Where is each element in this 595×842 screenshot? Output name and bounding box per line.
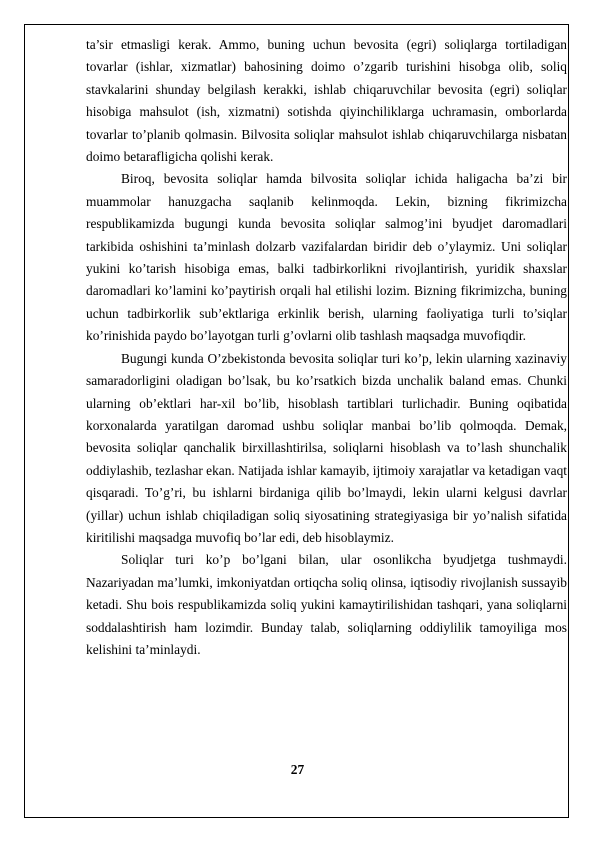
paragraph: Biroq, bevosita soliqlar hamda bilvosita soliqlar ichida haligacha ba’zi bir muammolar hanuzgacha saqlanib kelinmoqda. Lekin, bizning fikrimizcha respublikamizda bugungi kunda bevosita soliqlar salmog’ini byudjet daromadlari tarkibida oshishini ta’minlash dolzarb vazifalardan biridir deb o’ylaymiz. Uni soliqlar yukini ko’tarish hisobiga emas, balki tadbirkorlikni rivojlantirish, yuridik shaxslar daromadlari ko’lamini ko’paytirish orqali hal etilishi lozim. Bizning fikrimizcha, buning uchun tadbirkorlik sub’ektlariga erkinlik berish, ularning faoliyatiga turli to’siqlar ko’rinishida paydo bo’layotgan turli g’ovlarni olib tashlash maqsadga muvofiqdir. <box>86 171 567 344</box>
page-number: 27 <box>290 762 305 777</box>
paragraph: Bugungi kunda O’zbekistonda bevosita soliqlar turi ko’p, lekin ularning xazinaviy samaradorligini oladigan bo’lsak, bu ko’rsatkich bizda unchalik baland emas. Chunki ularning ob’ektlari har-xil bo’lib, hisoblash tartiblari turlichadir. Buning oqibatida korxonalarda yaratilgan daromad ushbu soliqlar manbai bo’lib qolmoqda. Demak, bevosita soliqlar qanchalik birxillashtirilsa, soliqlarni hisoblash va to’lash shunchalik oddiylashib, tezlashar ekan. Natijada ishlar kamayib, ijtimoiy xarajatlar va ketadigan vaqt qisqaradi. To’g’ri, bu ishlarni birdaniga qilib bo’lmaydi, lekin ularni kelgusi davrlar (yillar) uchun ishlab chiqiladigan soliq siyosatining strategiyasiga bir yo’nalish sifatida kiritilishi maqsadga muvofiq bo’lar edi, deb hisoblaymiz. <box>86 350 567 545</box>
paragraph-continued: ta’sir etmasligi kerak. Ammo, buning uchun bevosita (egri) soliqlarga tortiladigan tovarlar (ishlar, xizmatlar) bahosining doimo o’zgarib turishini hisobga olib, soliq stavkalarini shunday belgilash kerakki, ishlab chiqaruvchilar bevosita (egri) soliqlar hisobiga mahsulot (ish, xizmatni) sotishda qiyinchiliklarga uchramasin, omborlarda tovarlar to’planib qolmasin. Bilvosita soliqlar mahsulot ishlab chiqaruvchilarga nisbatan doimo betarafligicha qolishi kerak. <box>86 37 567 165</box>
document-body <box>86 34 567 661</box>
paragraph: Soliqlar turi ko’p bo’lgani bilan, ular osonlikcha byudjetga tushmaydi. Nazariyadan ma’lumki, imkoniyatdan ortiqcha soliq olinsa, iqtisodiy rivojlanish sussayib ketadi. Shu bois respublikamizda soliq yukini kamaytirilishidan tashqari, yana soliqlarni soddalashtirish ham lozimdir. Bunday talab, soliqlarning oddiylilik tamoyiliga mos kelishini ta’minlaydi. <box>86 552 567 657</box>
